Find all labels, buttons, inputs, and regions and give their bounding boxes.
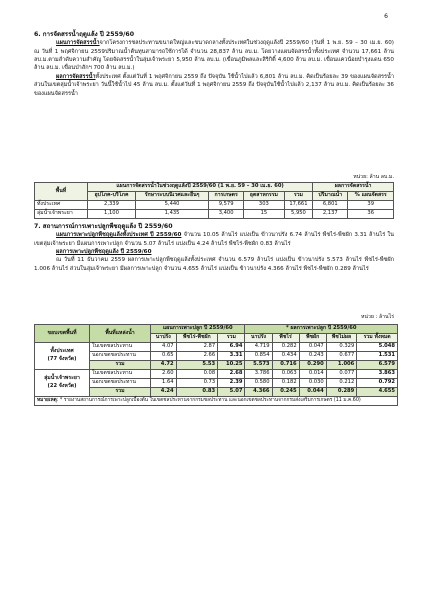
- cell: 2.66: [176, 352, 218, 361]
- section-6-result-paragraph: [34, 73, 394, 98]
- cell: 3,400: [209, 210, 244, 219]
- region-cell: ทั้งประเทศ (77 จังหวัด): [35, 343, 90, 370]
- cell: 0.580: [245, 379, 272, 388]
- col-area: พื้นที่: [35, 183, 88, 201]
- sub-col: พืชไร่: [272, 334, 299, 343]
- section-7-result-paragraph: ณ วันที่ 11 ธันวาคม 2559 ผลการเพาะปลูกพืชฤดูแล้งทั้งประเทศ จำนวน 6.579 ล้านไร่ แบ่งเป็น ข้าวนาปรัง 5.573 ล้านไร่ พืชไร่-พืชผัก 1.006 ล้านไร่ ส่วนในลุ่มเจ้าพระยา มีผลการเพาะปลูก จำนวน 4.655 ล้านไร่ แบ่งเป็น ข้าวนาปรัง 4.366 ล้านไร่ พืชไร่-พืชผัก 0.289 ล้านไร่: [34, 257, 394, 272]
- water-allocation-table: [34, 182, 394, 219]
- cell: 303: [244, 201, 285, 210]
- cell: 0.792: [357, 379, 398, 388]
- total-label: รวม: [90, 361, 151, 370]
- col-region: ขอบเขตพื้นที่: [35, 325, 90, 343]
- total-row: [35, 388, 398, 397]
- cell: 0.063: [272, 370, 299, 379]
- cell: 5,440: [135, 201, 208, 210]
- water-table-unit: หน่วย: ล้าน ลบ.ม.: [353, 174, 394, 180]
- sub-col: พืชไม่ผล: [326, 334, 357, 343]
- cell: 17,661: [284, 201, 312, 210]
- area-type-label: นอกเขตชลประทาน: [90, 379, 151, 388]
- cell: 36: [348, 210, 394, 219]
- cell: 10.25: [218, 361, 245, 370]
- cell: 0.245: [272, 388, 299, 397]
- cell: 0.65: [151, 352, 177, 361]
- row-label: ทั้งประเทศ: [35, 201, 88, 210]
- section-6-heading: 6. การจัดสรรน้ำฤดูแล้ง ปี 2559/60: [34, 31, 135, 38]
- cell: 5,950: [284, 210, 312, 219]
- sub-col: อุปโภค-บริโภค: [88, 192, 136, 201]
- section-6-plan-paragraph: [34, 39, 394, 73]
- cell: 5.07: [218, 388, 245, 397]
- sub-col: รวม: [218, 334, 245, 343]
- cell: 4.655: [357, 388, 398, 397]
- sub-col: นาปรัง: [151, 334, 177, 343]
- total-label: รวม: [90, 388, 151, 397]
- cell: 3.786: [245, 370, 272, 379]
- result-label: ผลการเพาะปลูกพืชฤดูแล้ง ปี 2559/60: [56, 249, 152, 256]
- cell: 4.72: [151, 361, 177, 370]
- cell: 0.243: [299, 352, 326, 361]
- cell: 2,339: [88, 201, 136, 210]
- cell: 5.53: [176, 361, 218, 370]
- cell: 2,137: [313, 210, 348, 219]
- cell: 0.290: [299, 361, 326, 370]
- plan-label: แผนการจัดสรรน้ำ: [56, 40, 100, 47]
- note-row: [35, 397, 398, 406]
- table-row: [35, 210, 394, 219]
- plan-label: แผนการเพาะปลูกพืชฤดูแล้งทั้งประเทศ ปี 2559/60: [56, 232, 182, 239]
- cell: 6.94: [218, 343, 245, 352]
- cell: 5.573: [245, 361, 272, 370]
- cell: 6.579: [357, 361, 398, 370]
- crop-table-wrap: [34, 324, 398, 406]
- col-plan: แผนการจัดสรรน้ำในช่วงฤดูแล้งปี 2559/60 (1 พ.ย. 59 – 30 เม.ย. 60): [88, 183, 313, 192]
- table-row: [35, 370, 398, 379]
- crop-table-unit: หน่วย : ล้านไร่: [361, 314, 394, 320]
- sub-col: รวม ทั้งหมด: [357, 334, 398, 343]
- sub-col: นาปรัง: [245, 334, 272, 343]
- cell: 1,435: [135, 210, 208, 219]
- area-type-label: ในเขตชลประทาน: [90, 343, 151, 352]
- section-6: [34, 30, 394, 98]
- plan-text: จำนวน 10.05 ล้านไร่ แบ่งเป็น ข้าวนาปรัง 6.74 ล้านไร่ พืชไร่-พืชผัก 3.31 ล้านไร่ ในเขตลุ่มเจ้าพระยา มีแผนการเพาะปลูก จำนวน 5.07 ล้านไร่ แบ่งเป็น 4.24 ล้านไร่ พืชไร่-พืชผัก 0.83 ล้านไร่: [34, 232, 394, 247]
- region-cell: ลุ่มน้ำเจ้าพระยา (22 จังหวัด): [35, 370, 90, 397]
- plan-text: จากโครงการชลประทานขนาดใหญ่และขนาดกลางทั้งประเทศในช่วงฤดูแล้งปี 2559/60 (วันที่ 1 พ.ย. 59 – 30 เม.ย. 60) ณ วันที่ 1 พฤศจิกายน 2559ปริมาณน้ำต้นทุนสามารถใช้การได้ จำนวน 28,837 ล้าน ลบ.ม. โดยวางแผนจัดสรรน้ำทั้งประเทศ จำนวน 17,661 ล้าน ลบ.ม.ตามลำดับความสำคัญ โดยจัดสรรน้ำในลุ่มเจ้าพระยา 5,950 ล้าน ลบ.ม. (เขื่อนภูมิพลและสิริกิติ์ 4,600 ล้าน ลบ.ม. เขื่อนแควน้อยบำรุงแดน 650 ล้าน ลบ.ม. เขื่อนป่าสักฯ 700 ล้าน ลบ.ม.): [34, 40, 394, 72]
- area-type-label: นอกเขตชลประทาน: [90, 352, 151, 361]
- col-result: * ผลการเพาะปลูก ปี 2559/60: [245, 325, 398, 334]
- table-row: [35, 379, 398, 388]
- table-row: [35, 201, 394, 210]
- cell: 2.60: [151, 370, 177, 379]
- cell: 0.047: [299, 343, 326, 352]
- cell: 0.077: [326, 370, 357, 379]
- cell: 0.716: [272, 361, 299, 370]
- sub-col: พืชไร่-พืชผัก: [176, 334, 218, 343]
- cell: 9,579: [209, 201, 244, 210]
- page-number: 6: [384, 13, 388, 20]
- cell: 0.08: [176, 370, 218, 379]
- cell: 0.014: [299, 370, 326, 379]
- cell: 0.854: [245, 352, 272, 361]
- cell: 1.531: [357, 352, 398, 361]
- section-7: [34, 222, 394, 273]
- table-row: [35, 352, 398, 361]
- total-row: [35, 361, 398, 370]
- table-row: [35, 343, 398, 352]
- cell: 2.68: [218, 370, 245, 379]
- row-label: ลุ่มน้ำเจ้าพระยา: [35, 210, 88, 219]
- col-area-type: พื้นที่แหล่งน้ำ: [90, 325, 151, 343]
- result-text: ทั้งประเทศ ตั้งแต่วันที่ 1 พฤศจิกายน 2559 ถึง ปัจจุบัน ใช้น้ำไปแล้ว 6,801 ล้าน ลบ.ม. คิดเป็นร้อยละ 39 ของแผนจัดสรรน้ำ ส่วนในเขตลุ่มน้ำเจ้าพระยา วันนี้ใช้น้ำไป 45 ล้าน ลบ.ม. ตั้งแต่วันที่ 1 พฤศจิกายน 2559 ถึง ปัจจุบันใช้น้ำไปแล้ว 2,137 ล้าน ลบ.ม. คิดเป็นร้อยละ 36 ของแผนจัดสรรน้ำ: [34, 73, 394, 97]
- cell: 0.282: [272, 343, 299, 352]
- cell: 0.73: [176, 379, 218, 388]
- cell: 0.212: [326, 379, 357, 388]
- cell: 1,100: [88, 210, 136, 219]
- area-type-label: ในเขตชลประทาน: [90, 370, 151, 379]
- cell: 0.044: [299, 388, 326, 397]
- crop-table: [34, 324, 398, 406]
- sub-col: อุตสาหกรรม: [244, 192, 285, 201]
- cell: 6,801: [313, 201, 348, 210]
- cell: 0.83: [176, 388, 218, 397]
- water-allocation-table-wrap: [34, 182, 394, 219]
- cell: 2.87: [176, 343, 218, 352]
- sub-col: % แผนจัดสรร: [348, 192, 394, 201]
- cell: 0.677: [326, 352, 357, 361]
- cell: 1.64: [151, 379, 177, 388]
- cell: 39: [348, 201, 394, 210]
- cell: 4.366: [245, 388, 272, 397]
- cell: 0.289: [326, 388, 357, 397]
- sub-col: รักษาระบบนิเวศและอื่นๆ: [135, 192, 208, 201]
- table-note: หมายเหตุ: * รายงานสถานการณ์การเพาะปลูกเบื้องต้น ในเขตชลประทานจากกรมชลประทาน และนอกเขตชลประทานจากกรมส่งเสริมการเกษตร (11 ม.ค.60): [35, 397, 398, 406]
- col-plan: แผนการเพาะปลูก ปี 2559/60: [151, 325, 245, 334]
- section-7-heading: 7. สถานการณ์การเพาะปลูกพืชฤดูแล้ง ปี 2559/60: [34, 223, 173, 230]
- cell: 0.182: [272, 379, 299, 388]
- cell: 0.329: [326, 343, 357, 352]
- section-7-result-label-line: [34, 248, 394, 256]
- cell: 4.719: [245, 343, 272, 352]
- sub-col: รวม: [284, 192, 312, 201]
- cell: 2.39: [218, 379, 245, 388]
- col-result: ผลการจัดสรรน้ำ: [313, 183, 394, 192]
- cell: 3.31: [218, 352, 245, 361]
- sub-col: การเกษตร: [209, 192, 244, 201]
- section-7-plan-paragraph: [34, 231, 394, 248]
- sub-col: พืชผัก: [299, 334, 326, 343]
- cell: 15: [244, 210, 285, 219]
- cell: 5.048: [357, 343, 398, 352]
- cell: 1.006: [326, 361, 357, 370]
- sub-col: ปริมาณน้ำ: [313, 192, 348, 201]
- cell: 0.434: [272, 352, 299, 361]
- result-label: ผลการจัดสรรน้ำ: [56, 73, 96, 80]
- cell: 4.24: [151, 388, 177, 397]
- cell: 4.07: [151, 343, 177, 352]
- cell: 3.863: [357, 370, 398, 379]
- cell: 0.030: [299, 379, 326, 388]
